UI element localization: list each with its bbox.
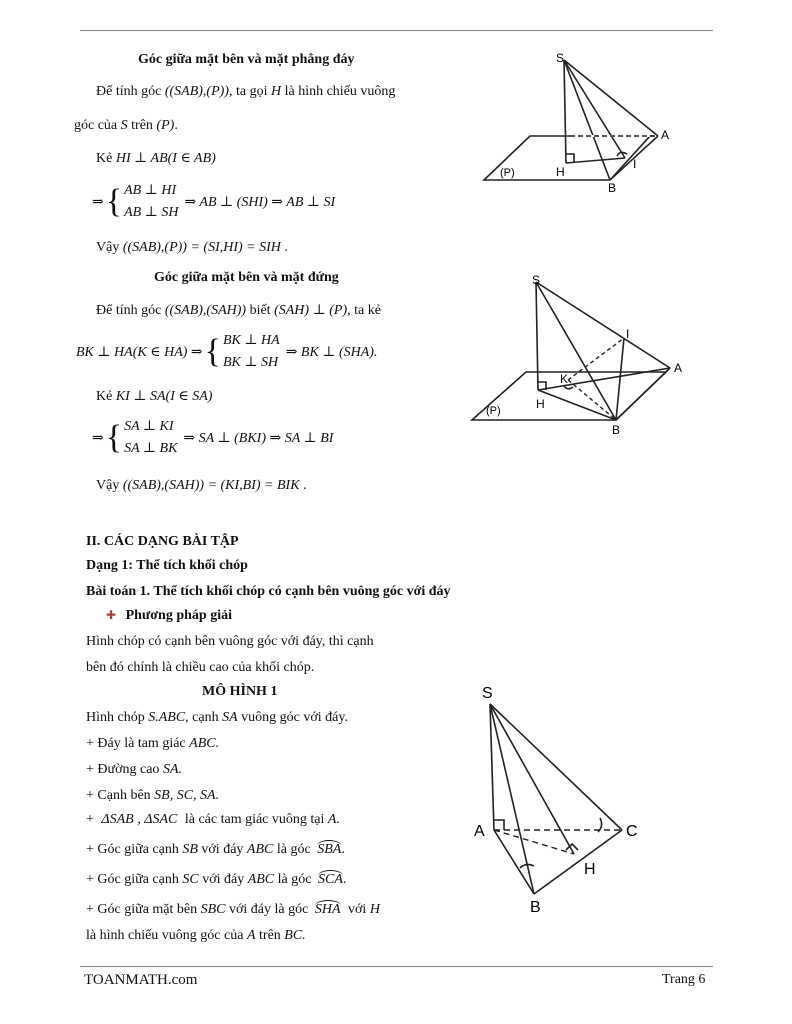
fig3-label-s: S: [482, 685, 493, 702]
model-line-2: + Đáy là tam giác ABC.: [86, 736, 220, 751]
model-line-1: Hình chóp S.ABC, cạnh SA vuông góc với đáy.: [86, 710, 348, 725]
footer-rule: [80, 966, 713, 967]
model-line-3: + Đường cao SA.: [86, 762, 182, 777]
footer-page-number: Trang 6: [662, 972, 706, 987]
section2-heading: Góc giữa mặt bên và mặt đứng: [154, 270, 339, 285]
fig3-label-h: H: [584, 861, 596, 878]
fig1-label-s: S: [556, 51, 565, 65]
fig1-label-h: H: [556, 165, 565, 179]
fig2-label-i: I: [626, 327, 630, 341]
section2-sys2-top: SA ⊥ KI: [124, 419, 174, 434]
footer-site: TOANMATH.com: [84, 972, 198, 988]
fig2-label-h: H: [536, 397, 545, 411]
fig1-label-a: A: [661, 128, 670, 142]
figure-pyramid-vertical-plane: [466, 268, 702, 440]
section2-line1: Để tính góc ((SAB),(SAH)) biết (SAH) ⊥ (P), ta kẻ: [96, 303, 381, 318]
section2-sys2-bot: SA ⊥ BK: [124, 441, 178, 456]
section1-sys-top: AB ⊥ HI: [124, 183, 177, 198]
fig3-label-c: C: [626, 823, 638, 840]
model-line-5: + ΔSAB , ΔSAC là các tam giác vuông tại A.: [86, 812, 340, 827]
section1-heading: Góc giữa mặt bên và mặt phẳng đáy: [138, 52, 355, 67]
fig1-label-p: (P): [500, 167, 515, 179]
fig2-label-s: S: [532, 273, 541, 287]
fig2-label-k: K: [560, 372, 569, 386]
pushpin-icon: ✚: [106, 608, 117, 622]
section1-sys-result: ⇒ AB ⊥ (SHI) ⇒ AB ⊥ SI: [184, 194, 336, 210]
fig2-label-a: A: [674, 361, 683, 375]
section2-sys1-top: BK ⊥ HA: [222, 333, 280, 348]
section2-ke: Kẻ KI ⊥ SA(I ∈ SA): [96, 389, 213, 404]
section2-line2: BK ⊥ HA(K ∈ HA) ⇒ { BK ⊥ HA BK ⊥ SH ⇒ BK ⊥ (SHA).: [76, 333, 378, 370]
section2-sys1-result: ⇒ BK ⊥ (SHA).: [285, 344, 378, 360]
fig2-label-b: B: [612, 423, 621, 437]
section3-title: II. CÁC DẠNG BÀI TẬP: [86, 534, 239, 549]
fig1-label-b: B: [608, 181, 617, 195]
section1-sys-bot: AB ⊥ SH: [124, 205, 179, 220]
figure-pyramid-plane-p: [470, 48, 700, 198]
section3-dang: Dạng 1: Thể tích khối chóp: [86, 558, 248, 573]
fig1-label-i: I: [633, 157, 637, 171]
section1-ke: Kẻ HI ⊥ AB(I ∈ AB): [96, 151, 216, 166]
section3-bai-toan: Bài toán 1. Thể tích khối chóp có cạnh bên vuông góc với đáy: [86, 584, 451, 599]
fig3-label-a: A: [474, 823, 485, 840]
model-line-8: + Góc giữa mặt bên SBC với đáy là góc SHA với H: [86, 902, 380, 917]
model-line-4: + Cạnh bên SB, SC, SA.: [86, 788, 220, 803]
section2-sys2-result: ⇒ SA ⊥ (BKI) ⇒ SA ⊥ BI: [183, 430, 334, 446]
top-rule: [80, 30, 713, 31]
model-line-6: + Góc giữa cạnh SB với đáy ABC là góc SBA.: [86, 842, 345, 857]
section1-vay: Vậy ((SAB),(P)) = (SI,HI) = SIH .: [96, 240, 288, 255]
figure-pyramid-model-1: [470, 682, 660, 914]
section1-line2: góc của S trên (P).: [74, 118, 178, 133]
fig3-label-b: B: [530, 899, 541, 914]
model-line-9: là hình chiếu vuông góc của A trên BC.: [86, 928, 306, 943]
section3-model-title: MÔ HÌNH 1: [202, 684, 278, 699]
section2-sys1-bot: BK ⊥ SH: [222, 355, 279, 370]
section2-system2: ⇒ { SA ⊥ KI SA ⊥ BK ⇒ SA ⊥ (BKI) ⇒ SA ⊥ BI: [92, 419, 334, 456]
fig2-label-p: (P): [486, 405, 501, 417]
section3-desc2: bên đó chính là chiều cao của khối chóp.: [86, 660, 315, 675]
section3-desc1: Hình chóp có cạnh bên vuông góc với đáy, thì cạnh: [86, 634, 374, 649]
section1-system: ⇒ { AB ⊥ HI AB ⊥ SH ⇒ AB ⊥ (SHI) ⇒ AB ⊥ SI: [92, 183, 336, 220]
section3-method: ✚ Phương pháp giải: [106, 608, 232, 623]
model-line-7: + Góc giữa cạnh SC với đáy ABC là góc SCA.: [86, 872, 347, 887]
section2-vay: Vậy ((SAB),(SAH)) = (KI,BI) = BIK .: [96, 478, 307, 493]
section1-line1: Để tính góc ((SAB),(P)), ta gọi H là hình chiếu vuông: [96, 84, 396, 99]
